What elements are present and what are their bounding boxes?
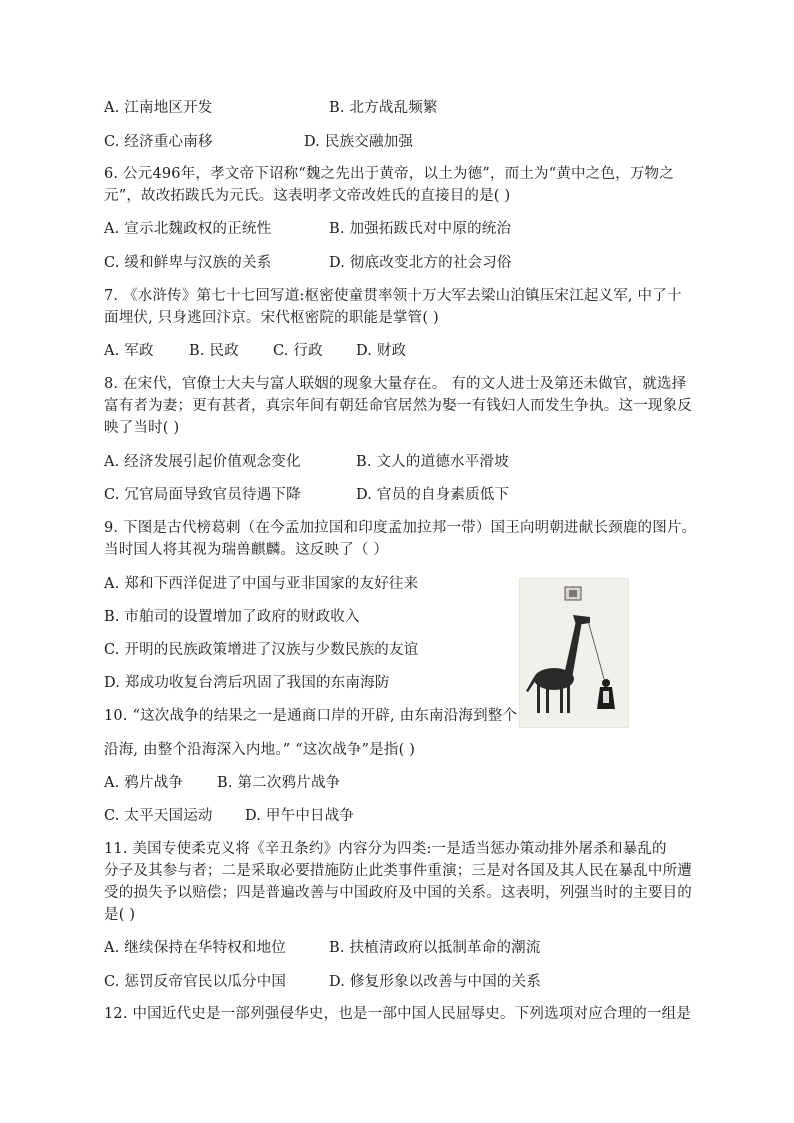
q6-stem-2: 元”，故改拓跋氏为元氏。这表明孝文帝改姓氏的直接目的是( ) bbox=[104, 188, 511, 204]
q8-stem-1: 8. 在宋代，官僚士大夫与富人联姻的现象大量存在。 有的文人进士及第还未做官，就选择 bbox=[104, 376, 687, 392]
q7-stem-1: 7. 《水浒传》第七十七回写道:枢密使童贯率领十万大军去梁山泊镇压宋江起义军, 中了十 bbox=[104, 288, 682, 304]
q6-option-b: B. 加强拓跋氏对中原的统治 bbox=[329, 221, 512, 237]
q11-stem-3: 受的损失予以赔偿；四是普遍改善与中国政府及中国的关系。这表明，列强当时的主要目的 bbox=[104, 885, 692, 901]
q11-stem-2: 分子及其参与者；二是采取必要措施防止此类事件重演；三是对各国及其人民在暴乱中所遭 bbox=[104, 863, 692, 879]
q9-option-a: A. 郑和下西洋促进了中国与亚非国家的友好往来 bbox=[104, 576, 419, 592]
q8-option-c: C. 冗官局面导致官员待遇下降 bbox=[104, 487, 301, 503]
q7-option-c: C. 行政 bbox=[273, 343, 323, 359]
q5-option-c: C. 经济重心南移 bbox=[104, 134, 213, 150]
q5-option-a: A. 江南地区开发 bbox=[104, 100, 213, 116]
q11-stem-4: 是( ) bbox=[104, 907, 136, 923]
q12-stem-1: 12. 中国近代史是一部列强侵华史，也是一部中国人民屈辱史。下列选项对应合理的一组是 bbox=[104, 1006, 692, 1022]
q9-option-c: C. 开明的民族政策增进了汉族与少数民族的友谊 bbox=[104, 642, 419, 658]
q10-option-d: D. 甲午中日战争 bbox=[245, 808, 355, 824]
giraffe-tribute-figure bbox=[519, 578, 629, 728]
q8-stem-2: 富有者为妻；更有甚者，真宗年间有朝廷命官居然为娶一有钱妇人而发生争执。这一现象反 bbox=[104, 398, 692, 414]
q11-option-c: C. 惩罚反帝官民以瓜分中国 bbox=[104, 974, 287, 990]
q7-option-a: A. 军政 bbox=[104, 343, 154, 359]
q10-stem-2: 沿海, 由整个沿海深入内地。” “这次战争”是指( ) bbox=[104, 742, 416, 758]
q10-option-c: C. 太平天国运动 bbox=[104, 808, 213, 824]
q11-option-a: A. 继续保持在华特权和地位 bbox=[104, 940, 286, 956]
q6-option-c: C. 缓和鲜卑与汉族的关系 bbox=[104, 255, 272, 271]
q5-option-d: D. 民族交融加强 bbox=[304, 134, 414, 150]
q7-stem-2: 面埋伏, 只身逃回汴京。宋代枢密院的职能是掌管( ) bbox=[104, 310, 439, 326]
q9-option-d: D. 郑成功收复台湾后巩固了我国的东南海防 bbox=[104, 675, 390, 691]
q6-option-d: D. 彻底改变北方的社会习俗 bbox=[329, 255, 512, 271]
q11-option-d: D. 修复形象以改善与中国的关系 bbox=[329, 974, 542, 990]
q6-option-a: A. 宣示北魏政权的正统性 bbox=[104, 221, 272, 237]
q7-option-d: D. 财政 bbox=[356, 343, 407, 359]
q8-stem-3: 映了当时( ) bbox=[104, 420, 180, 436]
q9-stem-1: 9. 下图是古代榜葛剌（在今孟加拉国和印度孟加拉邦一带）国王向明朝进献长颈鹿的图片。 bbox=[104, 520, 697, 536]
q7-option-b: B. 民政 bbox=[189, 343, 239, 359]
q8-option-d: D. 官员的自身素质低下 bbox=[356, 487, 510, 503]
q8-option-b: B. 文人的道德水平滑坡 bbox=[356, 454, 509, 470]
q11-stem-1: 11. 美国专使柔克义将《辛丑条约》内容分为四类:一是适当惩办策动排外屠杀和暴乱的 bbox=[104, 841, 667, 857]
giraffe-illustration bbox=[520, 579, 628, 727]
q11-option-b: B. 扶植清政府以抵制革命的潮流 bbox=[329, 940, 541, 956]
q8-option-a: A. 经济发展引起价值观念变化 bbox=[104, 454, 301, 470]
q6-stem-1: 6. 公元496年，孝文帝下诏称“魏之先出于黄帝，以土为德”，而土为“黄中之色，万物之 bbox=[104, 166, 674, 182]
q5-option-b: B. 北方战乱频繁 bbox=[329, 100, 438, 116]
q10-option-b: B. 第二次鸦片战争 bbox=[217, 775, 341, 791]
q9-stem-2: 当时国人将其视为瑞兽麒麟。这反映了（ ） bbox=[104, 542, 389, 558]
q10-stem-1: 10. “这次战争的结果之一是通商口岸的开辟, 由东南沿海到整个 bbox=[104, 708, 518, 724]
q10-option-a: A. 鸦片战争 bbox=[104, 775, 184, 791]
q9-option-b: B. 市舶司的设置增加了政府的财政收入 bbox=[104, 609, 360, 625]
